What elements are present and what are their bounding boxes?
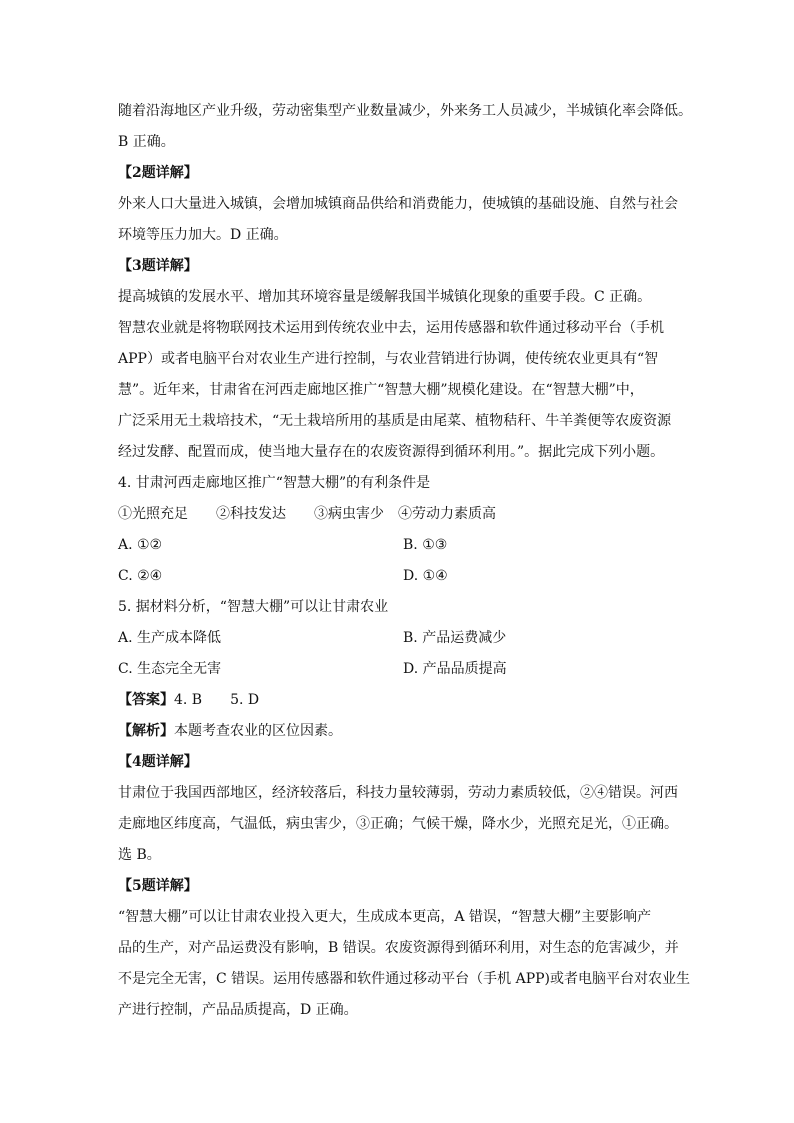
option-a: A. ①② — [118, 537, 163, 553]
section-heading-q5: 【5题详解】 — [118, 878, 198, 894]
question-4-stem: 4. 甘肃河西走廊地区推广“智慧大棚”的有利条件是 — [118, 475, 431, 491]
option-b: B. ①③ — [403, 537, 448, 553]
paragraph-line: 提高城镇的发展水平、增加其环境容量是缓解我国半城镇化现象的重要手段。C 正确。 — [118, 289, 652, 305]
paragraph-line: 选 B。 — [118, 847, 161, 863]
answer-label: 【答案】 — [118, 692, 174, 708]
option-d: D. 产品品质提高 — [403, 661, 507, 677]
question-5-options-row-2 — [118, 654, 678, 685]
material-line: 广泛采用无土栽培技术，“无土栽培所用的基质是由尾菜、植物秸秆、牛羊粪便等农废资源 — [118, 413, 672, 429]
material-line: APP）或者电脑平台对农业生产进行控制，与农业营销进行协调，使传统农业更具有“智 — [118, 351, 659, 367]
section-heading-q3: 【3题详解】 — [118, 258, 198, 274]
option-b: B. 产品运费减少 — [403, 630, 507, 646]
question-5-stem: 5. 据材料分析，“智慧大棚”可以让甘肃农业 — [118, 599, 389, 615]
question-4-options-row-1 — [118, 530, 678, 561]
analysis-line — [118, 716, 678, 747]
question-5-options-row-1 — [118, 623, 678, 654]
option-c: C. ②④ — [118, 568, 163, 584]
paragraph-line: 走廊地区纬度高，气温低，病虫害少，③正确；气候干燥，降水少，光照充足光，①正确。 — [118, 816, 678, 832]
paragraph-line: “智慧大棚”可以让甘肃农业投入更大，生成成本更高，A 错误，“智慧大棚”主要影响产 — [118, 909, 652, 925]
section-heading-q2: 【2题详解】 — [118, 165, 198, 181]
paragraph-line: 甘肃位于我国西部地区，经济较落后，科技力量较薄弱，劳动力素质较低，②④错误。河西 — [118, 785, 678, 801]
material-line: 慧”。近年来，甘肃省在河西走廊地区推广“智慧大棚”规模化建设。在“智慧大棚”中， — [118, 382, 644, 398]
question-4-options-row-2 — [118, 561, 678, 592]
paragraph-line: 随着沿海地区产业升级，劳动密集型产业数量减少，外来务工人员减少，半城镇化率会降低。 — [118, 103, 692, 119]
question-4-conditions: ①光照充足 ②科技发达 ③病虫害少 ④劳动力素质高 — [118, 506, 496, 522]
material-line: 经过发酵、配置而成，使当地大量存在的农废资源得到循环利用。”。据此完成下列小题。 — [118, 444, 665, 460]
paragraph-line: 环境等压力加大。D 正确。 — [118, 227, 288, 243]
option-c: C. 生态完全无害 — [118, 661, 222, 677]
paragraph-line: 品的生产，对产品运费没有影响，B 错误。农废资源得到循环利用，对生态的危害减少，并 — [118, 940, 679, 956]
option-a: A. 生产成本降低 — [118, 630, 222, 646]
material-line: 智慧农业就是将物联网技术运用到传统农业中去，运用传感器和软件通过移动平台（手机 — [118, 320, 664, 336]
paragraph-line: B 正确。 — [118, 134, 175, 150]
option-d: D. ①④ — [403, 568, 448, 584]
analysis-text: 本题考查农业的区位因素。 — [174, 723, 342, 739]
analysis-label: 【解析】 — [118, 723, 174, 739]
document-page — [118, 96, 692, 1026]
paragraph-line: 不是完全无害，C 错误。运用传感器和软件通过移动平台（手机 APP)或者电脑平台对农业生 — [118, 971, 691, 987]
paragraph-line: 产进行控制，产品品质提高，D 正确。 — [118, 1002, 358, 1018]
answer-text: 4. B 5. D — [174, 692, 260, 708]
section-heading-q4: 【4题详解】 — [118, 754, 198, 770]
paragraph-line: 外来人口大量进入城镇，会增加城镇商品供给和消费能力，使城镇的基础设施、自然与社会 — [118, 196, 678, 212]
answer-line — [118, 685, 678, 716]
